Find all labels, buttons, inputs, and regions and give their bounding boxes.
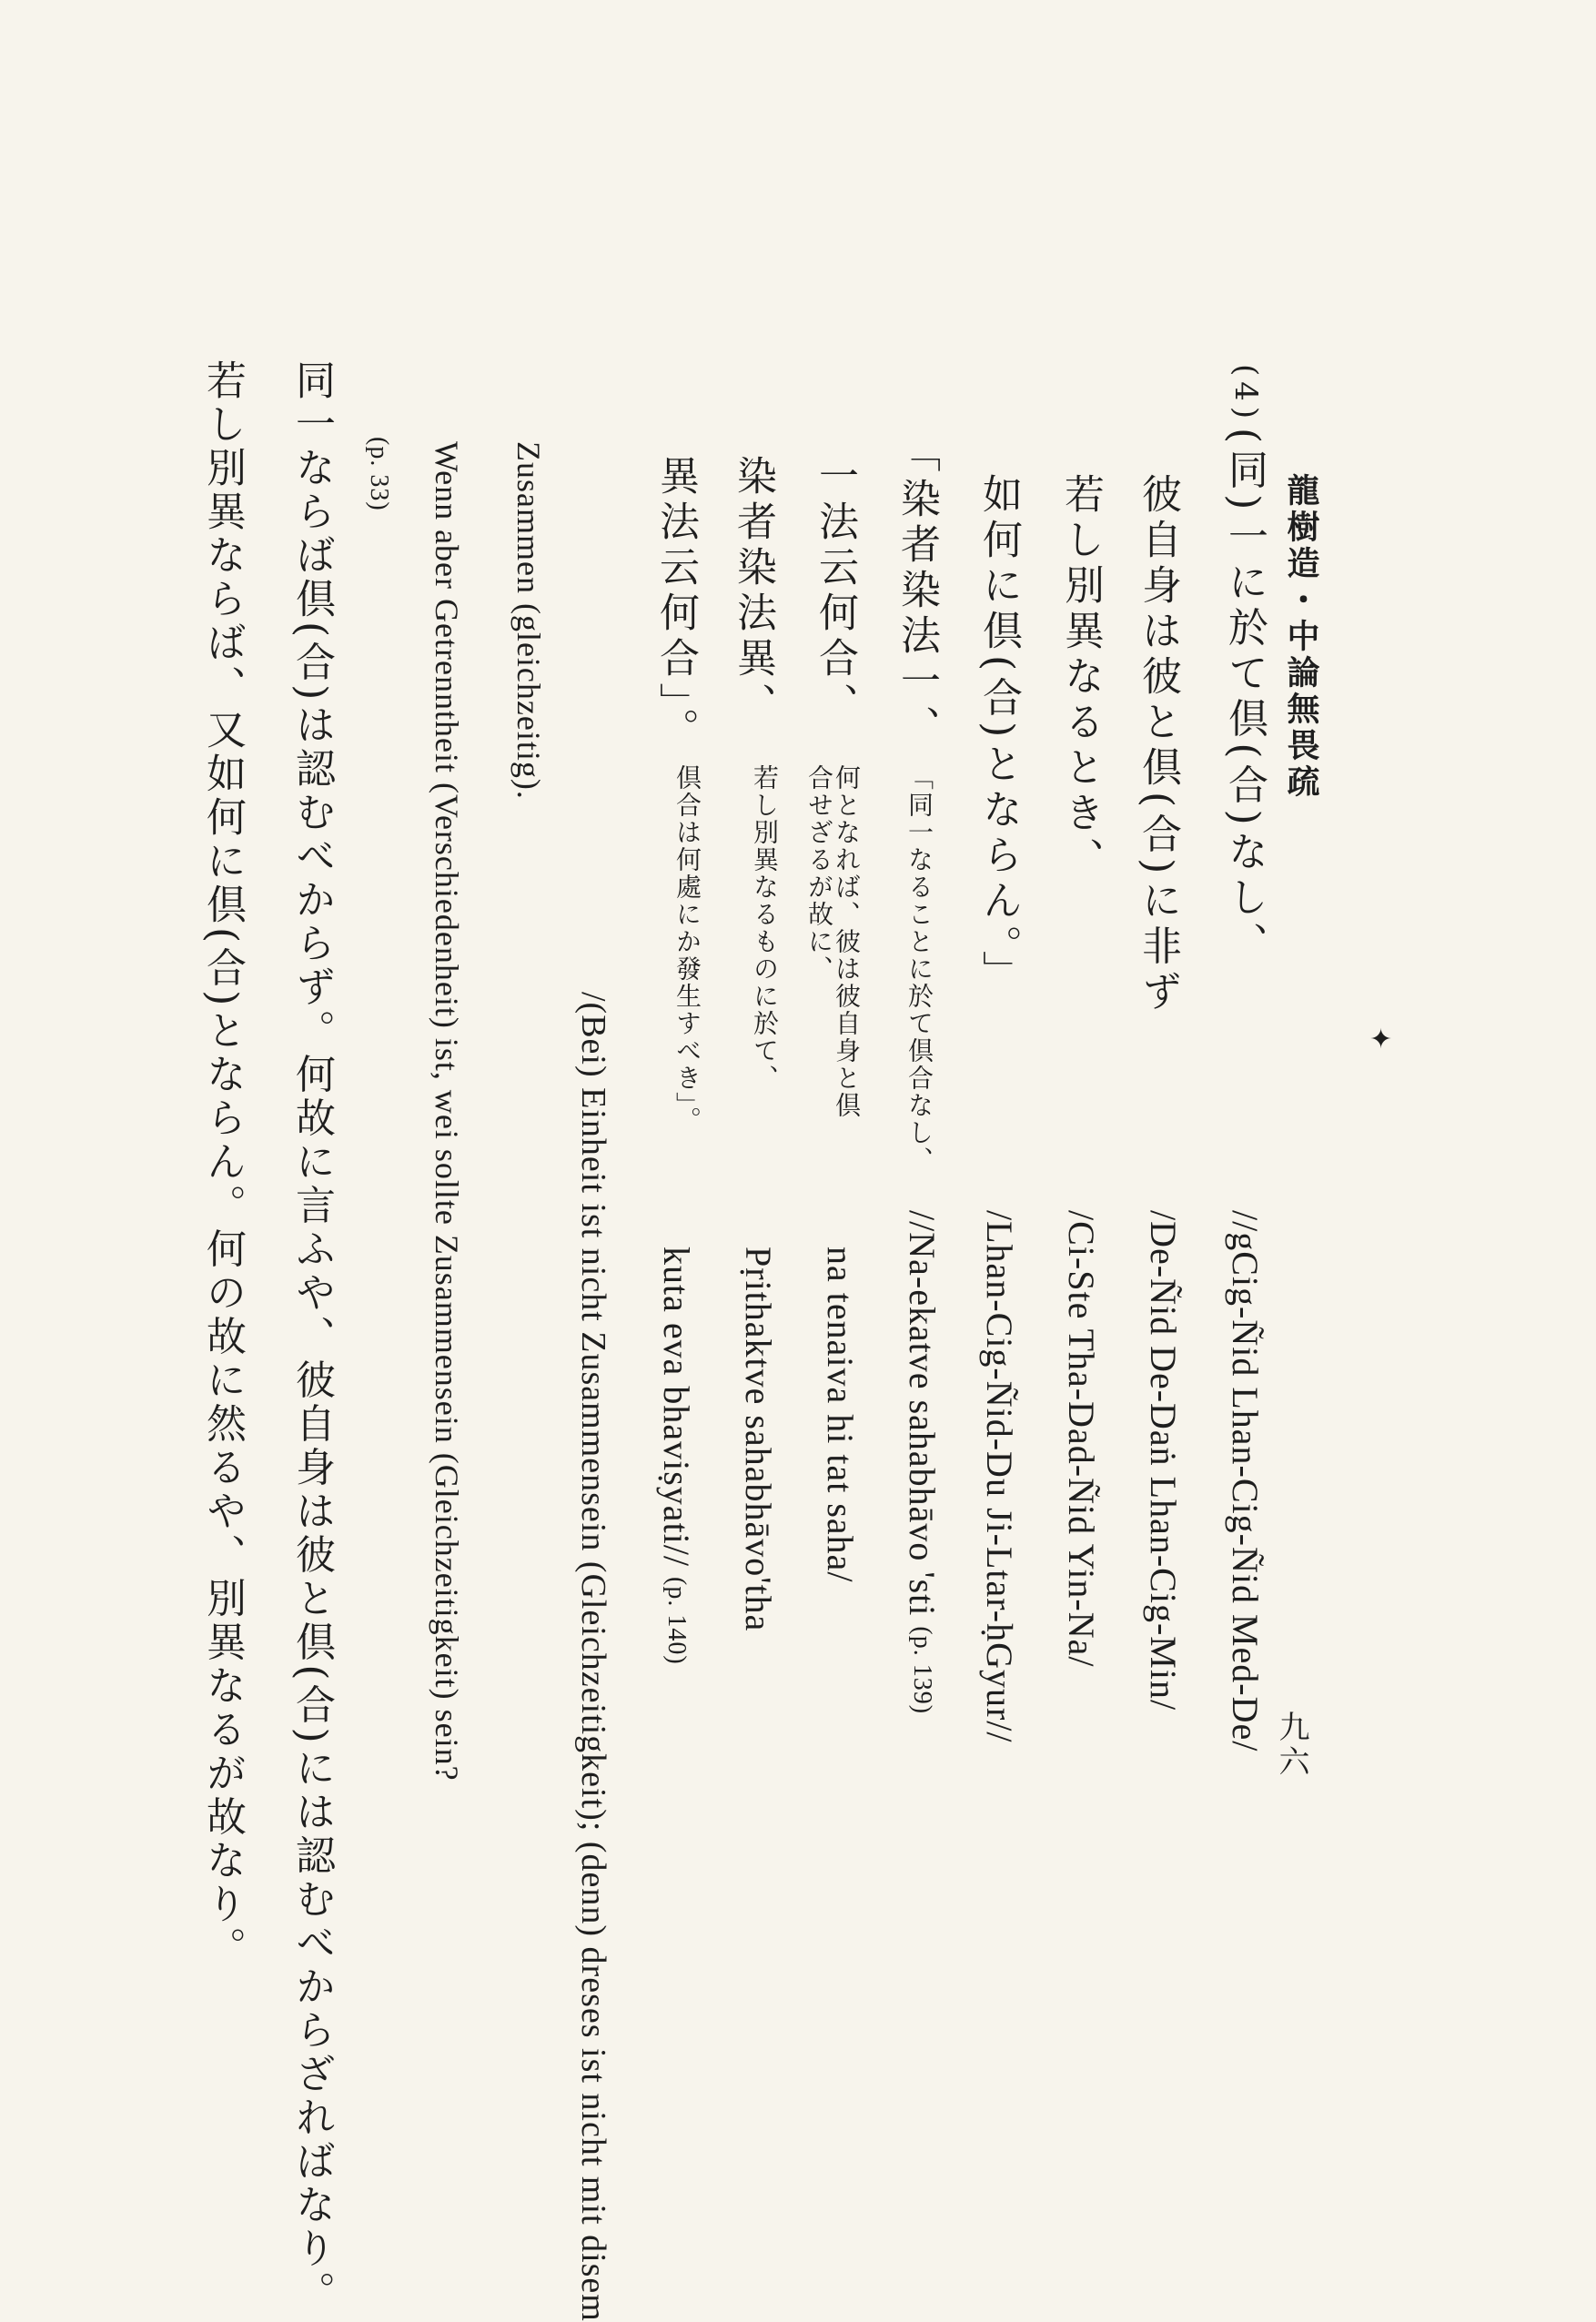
commentary-line-1: 同一ならば倶(合)は認むべからず。何故に言ふや、彼自身は彼と倶(合)には認むべからざればなり。 — [288, 359, 335, 2315]
commentary-line-2: 若し別異ならば、又如何に倶(合)とならん。何の故に然るや、別異なるが故なり。 — [199, 359, 246, 1971]
section-number: (4) — [1227, 364, 1264, 425]
verse-line-a: (同)一に於て倶(合)なし、 — [1221, 428, 1268, 967]
sanskrit-line-4 — [655, 1247, 698, 1665]
german-page-ref: (p. 33) — [365, 437, 393, 511]
annotation-3: 若し別異なるものに於て、 — [750, 764, 780, 1092]
tibetan-line-2: /De-Ñid De-Daṅ Lhan-Cig-Min/ — [1143, 1210, 1184, 1711]
verse-line-f: 一法云何合、 — [812, 455, 858, 728]
german-line-3: Wenn aber Getrenntheit (Verschiedenheit) ist, wei sollte Zusammensein (Gleichzeitigkeit) sein? — [429, 441, 465, 1782]
verse-line-b: 彼自身は彼と倶(合)に非ず — [1135, 473, 1181, 1016]
running-header: 龍樹造・中論無畏疏 — [1282, 473, 1320, 801]
german-line-1: /(Bei) Einheit ist nicht Zusammensein (Gleichzeitigkeit); (denn) dreses ist nicht mit disem — [574, 992, 612, 2322]
tibetan-line-3: /Ci-Ste Tha-Dad-Ñid Yin-Na/ — [1061, 1210, 1102, 1668]
sanskrit-line-1-text: //Na-ekatve sahabhāvo 'sti — [902, 1210, 943, 1617]
verse-line-h: 異法云何合」。 — [652, 455, 699, 753]
annotation-4: 倶合は何處にか發生すべき」。 — [672, 764, 702, 1134]
sanskrit-line-3: Pṛithaktve sahabhāvo'tha — [738, 1247, 779, 1632]
verse-line-e: 「染者染法一、 — [894, 432, 940, 751]
page-ref-140: (p. 140) — [662, 1577, 691, 1665]
tibetan-line-1: //gCig-Ñid Lhan-Cig-Ñid Med-De/ — [1225, 1210, 1266, 1752]
sanskrit-line-2: na tenaiva hi tat saha/ — [820, 1247, 861, 1583]
page-ref-139: (p. 139) — [908, 1626, 936, 1715]
tibetan-line-4: /Lhan-Cig-Ñid-Du Ji-Ltar-ḥGyur// — [979, 1210, 1020, 1743]
annotation-2b: 合せざるが故に、 — [804, 764, 834, 983]
verse-line-c: 若し別異なるとき、 — [1057, 473, 1104, 883]
margin-mark: ✦ — [1369, 1024, 1393, 1055]
page-number: 九六 — [1273, 1711, 1309, 1780]
annotation-2a: 何となれば、彼は彼自身と倶 — [832, 764, 862, 1119]
sanskrit-line-4-text: kuta eva bhaviṣyati// — [656, 1247, 697, 1568]
annotation-1: 「同一なることに於て倶合なし、 — [904, 764, 934, 1174]
verse-line-d: 如何に倶(合)とならん。」 — [975, 473, 1022, 996]
german-line-2: Zusammen (gleichzeitig). — [510, 441, 547, 800]
verse-line-g: 染者染法異、 — [730, 455, 776, 728]
sanskrit-line-1 — [901, 1210, 944, 1714]
